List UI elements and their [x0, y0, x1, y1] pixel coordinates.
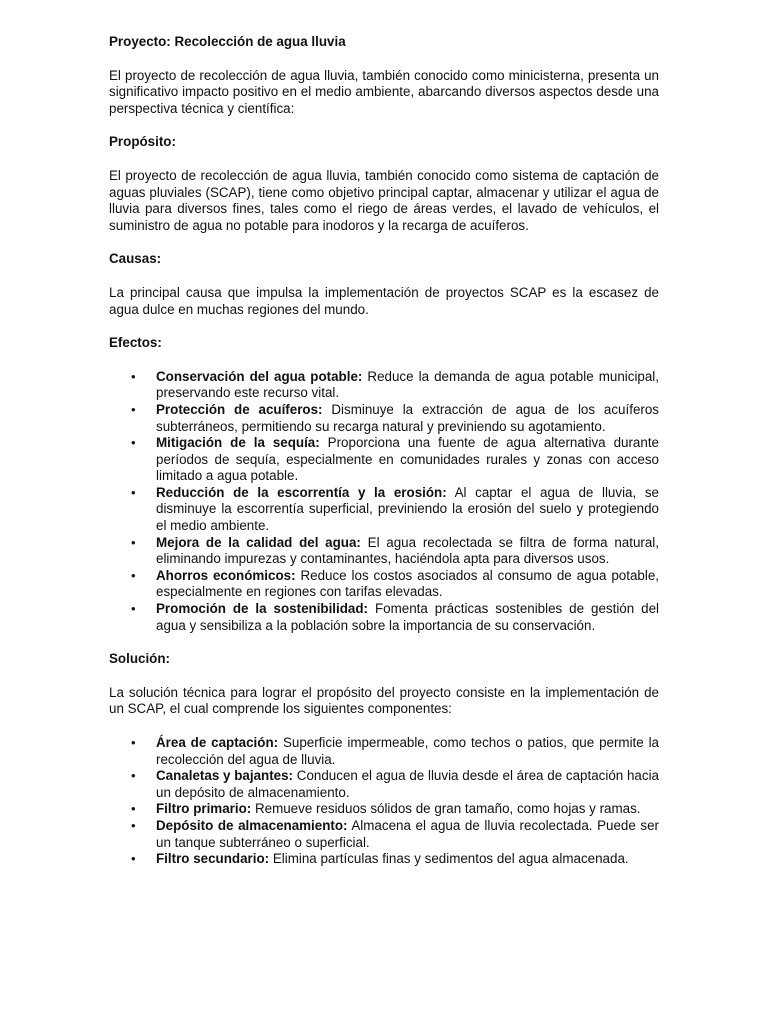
intro-paragraph: El proyecto de recolección de agua lluvia, también conocido como minicisterna, presenta un significativo impacto positivo en el medio ambiente, abarcando diversos aspectos desde una perspectiva técnica y científica:: [109, 67, 659, 116]
item-term: Conservación del agua potable:: [156, 368, 363, 384]
causas-paragraph: La principal causa que impulsa la implementación de proyectos SCAP es la escasez de agua dulce en muchas regiones del mundo.: [109, 284, 659, 317]
bullet-icon: •: [131, 484, 136, 500]
bullet-icon: •: [131, 735, 136, 750]
bullet-icon: •: [131, 435, 136, 451]
bullet-icon: •: [131, 401, 136, 417]
item-text: Almacena el agua de lluvia recolectada. Puede ser un tanque subterráneo o superficial.: [156, 817, 660, 850]
item-text: Superficie impermeable, como techos o patios, que permite la recolección del agua de lluvia.: [156, 735, 659, 767]
bullet-icon: •: [131, 768, 136, 784]
item-text: Fomenta prácticas sostenibles de gestión del agua y sensibiliza a la población sobre la importancia de su conservación.: [156, 601, 659, 633]
item-term: Filtro primario:: [156, 801, 252, 817]
solucion-heading: Solución:: [109, 651, 170, 667]
proposito-paragraph: El proyecto de recolección de agua lluvia, también conocido como sistema de captación de aguas pluviales (SCAP), tiene como objetivo principal captar, almacenar y utilizar el agua de lluvia para diversos fines, tales como el riego de áreas verdes, el lavado de vehículos, el suministro de agua no potable para inodoros y la recarga de acuíferos.: [109, 167, 659, 233]
proposito-heading: Propósito:: [109, 134, 176, 150]
list-item: [109, 535, 659, 568]
list-item: [109, 801, 659, 818]
solucion-list: [109, 735, 659, 868]
efectos-list: [109, 369, 659, 635]
item-text: El agua recolectada se filtra de forma natural, eliminando impurezas y contaminantes, haciéndola apta para diversos usos.: [156, 534, 659, 567]
bullet-icon: •: [131, 817, 136, 833]
item-term: Protección de acuíferos:: [156, 401, 323, 417]
item-term: Área de captación:: [156, 735, 279, 750]
list-item: [109, 402, 659, 435]
bullet-icon: •: [131, 851, 136, 867]
item-text: Elimina partículas finas y sedimentos del agua almacenada.: [269, 851, 629, 867]
item-text: Conducen el agua de lluvia desde el área de captación hacia un depósito de almacenamiento.: [156, 768, 659, 800]
list-item: [109, 768, 659, 801]
item-term: Mejora de la calidad del agua:: [156, 534, 361, 550]
list-item: [109, 369, 659, 402]
list-item: [109, 735, 659, 768]
list-item: [109, 568, 659, 601]
item-term: Reducción de la escorrentía y la erosión:: [156, 484, 447, 500]
bullet-icon: •: [131, 801, 136, 817]
causas-heading: Causas:: [109, 251, 162, 267]
item-text: Remueve residuos sólidos de gran tamaño, como hojas y ramas.: [251, 801, 641, 817]
item-text: Proporciona una fuente de agua alternativa durante períodos de sequía, especialmente en comunidades rurales y zonas con acceso limitado a agua potable.: [156, 435, 659, 484]
bullet-icon: •: [131, 601, 136, 617]
bullet-icon: •: [131, 567, 136, 583]
item-term: Mitigación de la sequía:: [156, 435, 320, 451]
bullet-icon: •: [131, 368, 136, 384]
item-term: Ahorros económicos:: [156, 567, 296, 583]
document-page: [109, 34, 659, 868]
document-title: Proyecto: Recolección de agua lluvia: [109, 34, 346, 49]
bullet-icon: •: [131, 534, 136, 550]
item-term: Canaletas y bajantes:: [156, 768, 294, 784]
list-item: [109, 601, 659, 634]
list-item: [109, 818, 659, 851]
item-term: Filtro secundario:: [156, 851, 270, 867]
efectos-heading: Efectos:: [109, 335, 162, 351]
item-term: Depósito de almacenamiento:: [156, 817, 348, 833]
item-text: Disminuye la extracción de agua de los acuíferos subterráneos, permitiendo su recarga natural y previniendo su agotamiento.: [156, 401, 659, 434]
list-item: [109, 485, 659, 535]
item-text: Reduce la demanda de agua potable municipal, preservando este recurso vital.: [156, 368, 660, 401]
list-item: [109, 851, 659, 868]
list-item: [109, 435, 659, 485]
item-text: Al captar el agua de lluvia, se disminuye la escorrentía superficial, previniendo la erosión del suelo y protegiendo el medio ambiente.: [156, 484, 659, 534]
item-text: Reduce los costos asociados al consumo de agua potable, especialmente en regiones con tarifas elevadas.: [156, 567, 659, 600]
item-term: Promoción de la sostenibilidad:: [156, 601, 369, 617]
solucion-paragraph: La solución técnica para lograr el propósito del proyecto consiste en la implementación de un SCAP, el cual comprende los siguientes componentes:: [109, 684, 659, 717]
